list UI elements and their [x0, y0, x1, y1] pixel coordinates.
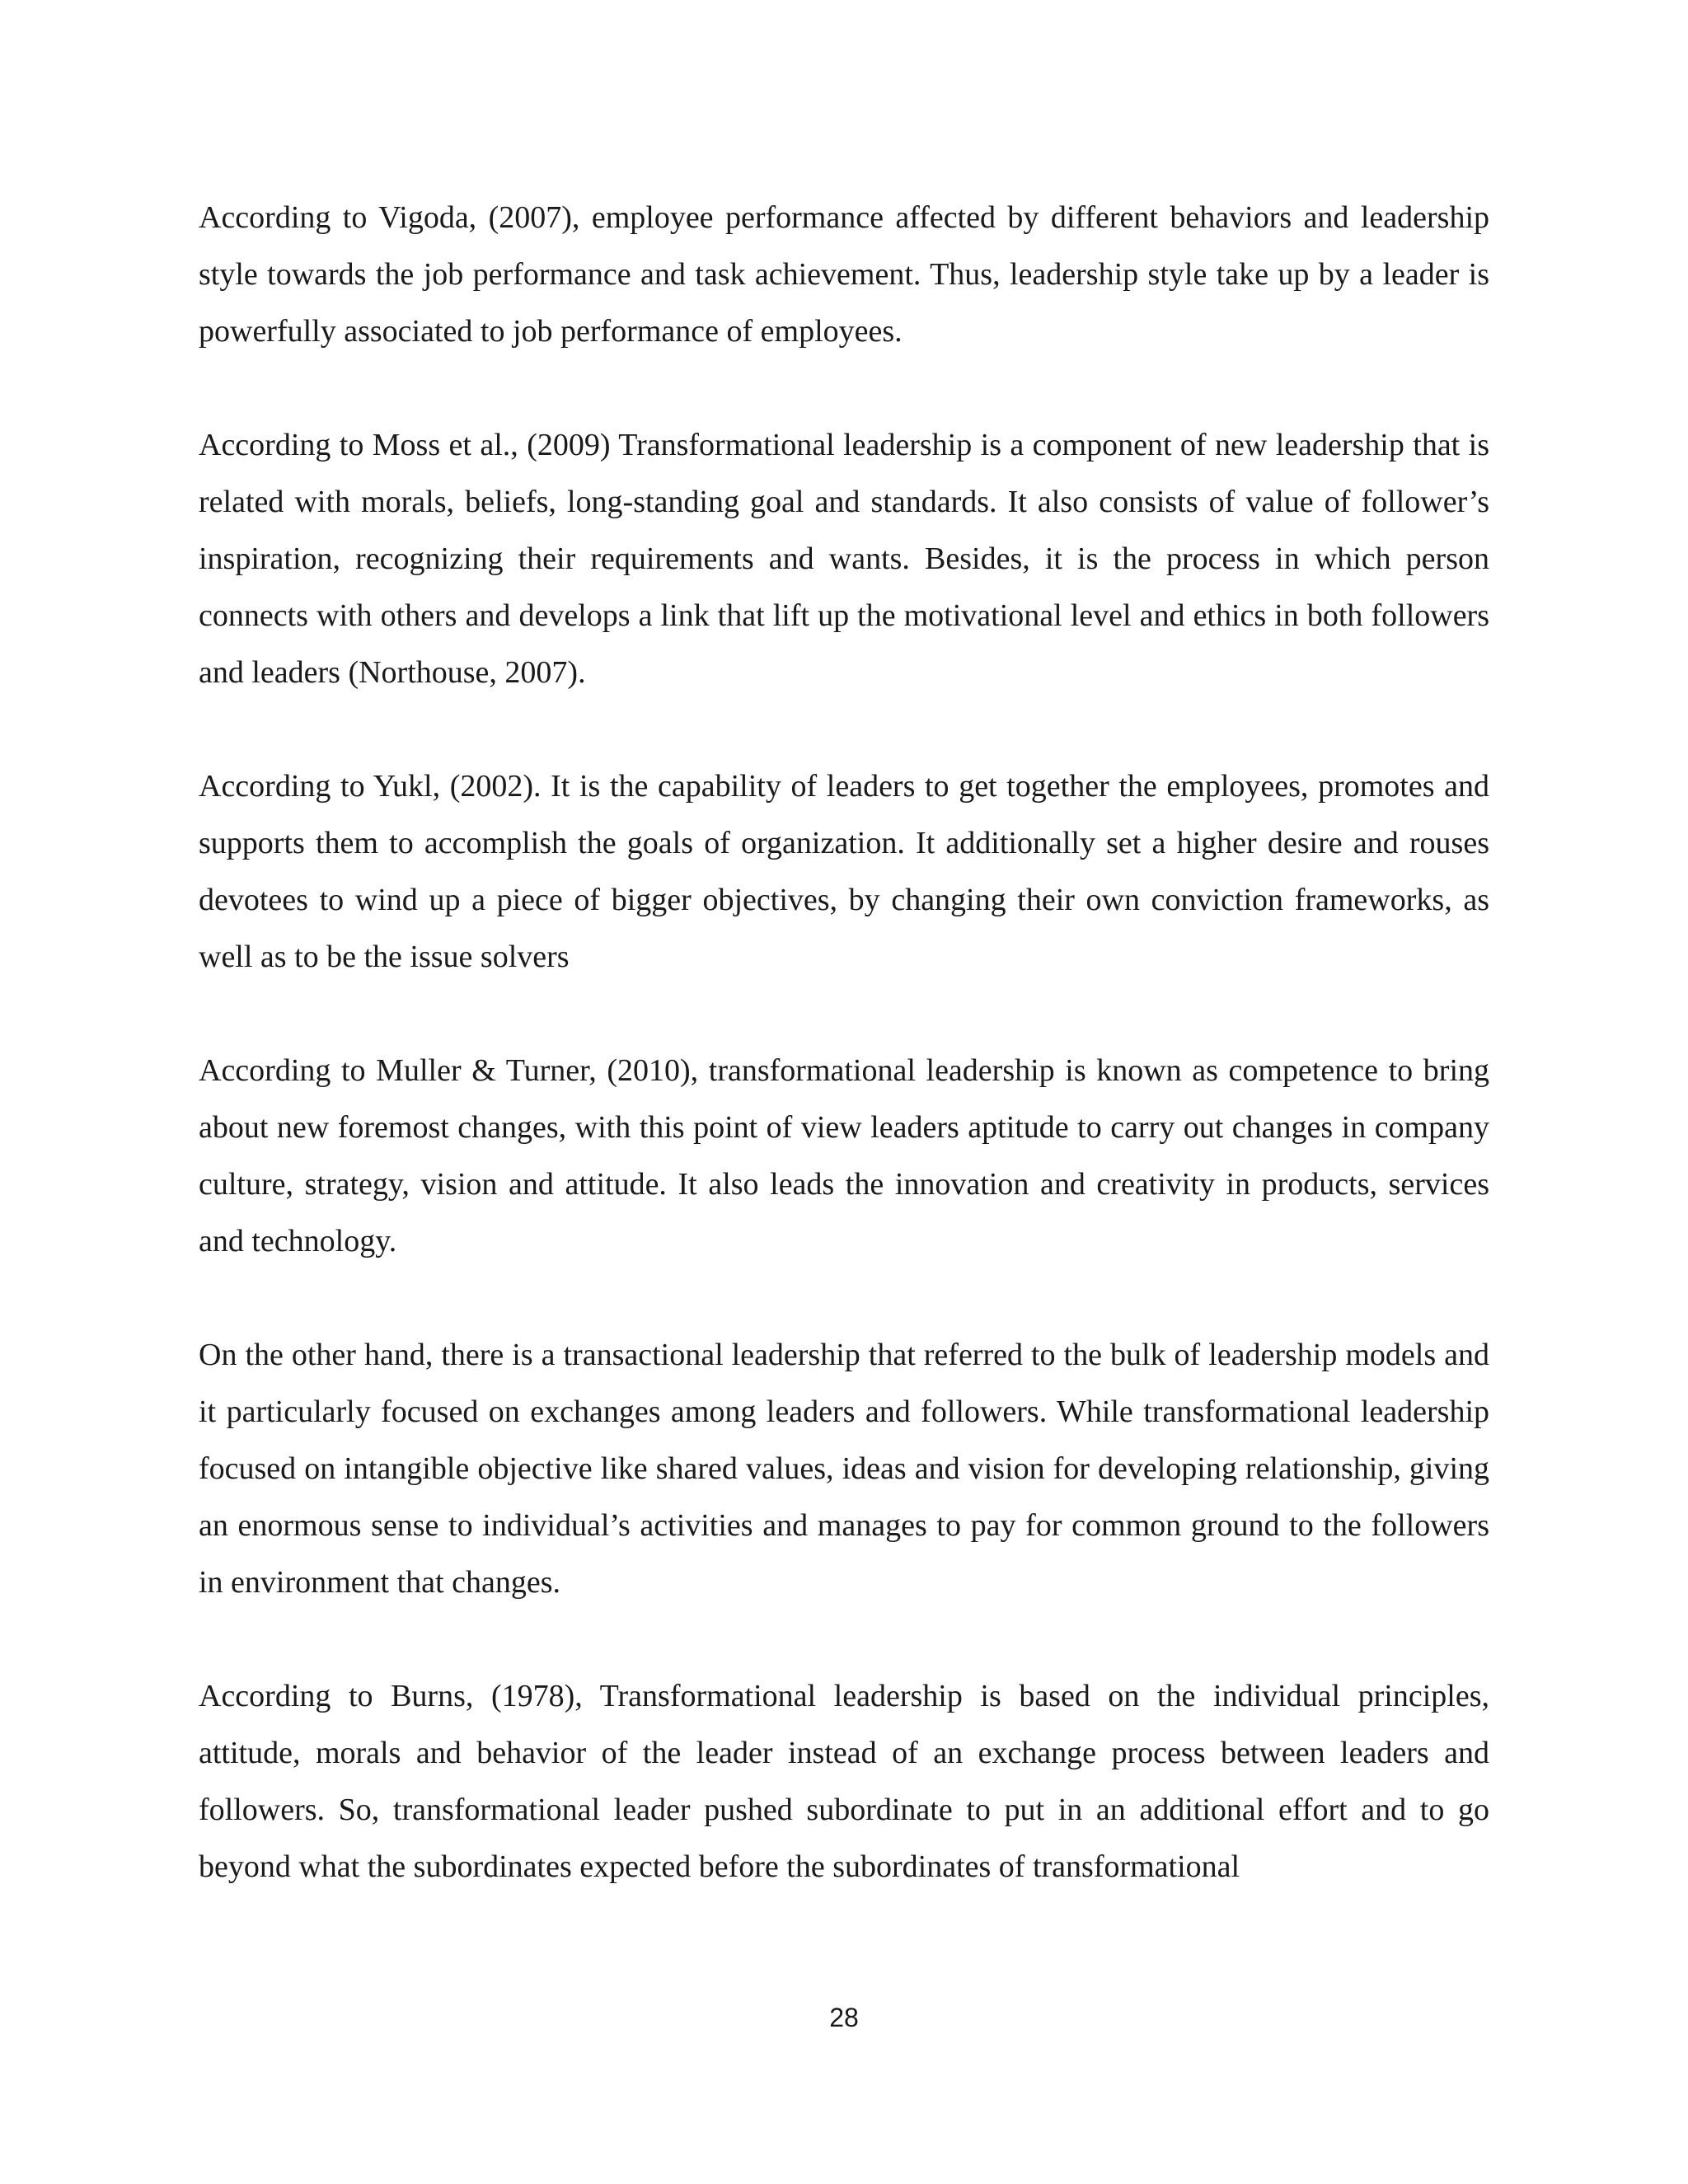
paragraph-vigoda: According to Vigoda, (2007), employee performance affected by different behaviors and leadership style towards the job performance and task achievement. Thus, leadership style take up by a leader is powerfully associated to job performance of employees. — [199, 200, 1489, 349]
paragraph-muller-turner: According to Muller & Turner, (2010), transformational leadership is known as competence to bring about new foremost changes, with this point of view leaders aptitude to carry out changes in company culture, strategy, vision and attitude. It also leads the innovation and creativity in products, services and technology. — [199, 1053, 1489, 1258]
paragraph-moss: According to Moss et al., (2009) Transformational leadership is a component of new leadership that is related with morals, beliefs, long-standing goal and standards. It also consists of value of follower’s inspiration, recognizing their requirements and wants. Besides, it is the process in which person connects with others and develops a link that lift up the motivational level and ethics in both followers and leaders (Northouse, 2007). — [199, 428, 1489, 690]
paragraph-transactional: On the other hand, there is a transactional leadership that referred to the bulk of leadership models and it particularly focused on exchanges among leaders and followers. While transformational leadership focused on intangible objective like shared values, ideas and vision for developing relationship, giving an enormous sense to individual’s activities and manages to pay for common ground to the followers in environment that changes. — [199, 1338, 1489, 1600]
paragraph-burns: According to Burns, (1978), Transformational leadership is based on the individual principles, attitude, morals and behavior of the leader instead of an exchange process between leaders and followers. So, transformational leader pushed subordinate to put in an additional effort and to go beyond what the subordinates expected before the subordinates of transformational — [199, 1679, 1489, 1884]
page-number: 28 — [829, 2003, 859, 2032]
paragraph-yukl: According to Yukl, (2002). It is the capability of leaders to get together the employees, promotes and supports them to accomplish the goals of organization. It additionally set a higher desire and rouses devotees to wind up a piece of bigger objectives, by changing their own conviction frameworks, as well as to be the issue solvers — [199, 769, 1489, 974]
body-text — [199, 190, 1489, 1896]
